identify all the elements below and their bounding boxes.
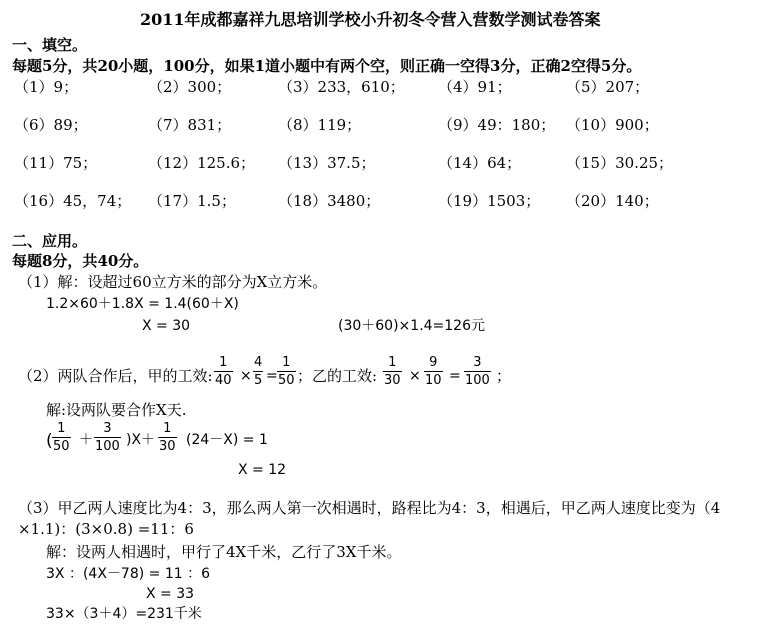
q3-equation: 3X ：(4X－78) = 11 ：6 xyxy=(46,566,210,582)
answer-item: （14）64； xyxy=(438,154,522,172)
q2-end: ； xyxy=(496,367,512,385)
fraction: 3 100 xyxy=(95,421,120,454)
q3-solution: X = 33 xyxy=(146,586,195,602)
q2-solution: X = 12 xyxy=(238,462,287,478)
q3-setup: 解：设两人相遇时，甲行了4X千米，乙行了3X千米。 xyxy=(46,543,402,561)
q1-setup: （1）解：设超过60立方米的部分为X立方米。 xyxy=(18,273,328,291)
answer-item: （5）207； xyxy=(566,78,650,96)
answer-item: （2）300； xyxy=(148,78,232,96)
q2-setup: 解:设两队要合作X天. xyxy=(46,401,187,419)
answer-item: （4）91； xyxy=(438,78,512,96)
q2-intro: （2）两队合作后，甲的工效: xyxy=(18,367,213,385)
fraction: 3 100 xyxy=(465,355,490,388)
answer-item: （13）37.5； xyxy=(278,154,376,172)
answer-item: （20）140； xyxy=(566,192,659,210)
page-title: 2011年成都嘉祥九思培训学校小升初冬令营入营数学测试卷答案 xyxy=(140,10,601,29)
q1-answer: (30＋60)×1.4=126元 xyxy=(338,318,485,334)
fraction: 1 50 xyxy=(278,355,295,388)
answer-item: （12）125.6； xyxy=(148,154,256,172)
fraction: 1 30 xyxy=(159,421,176,454)
answer-item: （8）119； xyxy=(278,116,362,134)
answer-item: （1）9； xyxy=(14,78,79,96)
answer-item: （16）45，74； xyxy=(14,192,132,210)
fraction: 1 40 xyxy=(215,355,232,388)
times-sign: × xyxy=(240,368,252,384)
fraction: 1 50 xyxy=(53,421,70,454)
q2-equation-middle: )X＋ xyxy=(126,432,156,448)
q3-answer: 33×（3＋4）=231千米 xyxy=(46,606,202,622)
q2-mid-text: ；乙的工效: xyxy=(297,367,378,385)
q3-line-2: ×1.1)：(3×0.8) =11：6 xyxy=(18,520,194,538)
q2-equation-rest: (24－X) = 1 xyxy=(186,432,268,448)
plus-sign: ＋ xyxy=(79,432,93,448)
answer-item: （19）1503； xyxy=(438,192,541,210)
answer-item: （11）75； xyxy=(14,154,98,172)
answer-item: （10）900； xyxy=(566,116,659,134)
equals-sign: = xyxy=(266,368,278,384)
q3-line-1: （3）甲乙两人速度比为4：3，那么两人第一次相遇时，路程比为4：3，相遇后，甲乙两人速度比变为（4 xyxy=(18,499,721,517)
answer-item: （15）30.25； xyxy=(566,154,674,172)
answer-item: （7）831； xyxy=(148,116,232,134)
section2-rule: 每题8分，共40分。 xyxy=(12,252,149,270)
answer-item: （18）3480； xyxy=(278,192,381,210)
section2-heading: 二、应用。 xyxy=(12,232,88,250)
fraction: 9 10 xyxy=(425,355,442,388)
answer-item: （3）233，610； xyxy=(278,78,405,96)
section1-heading: 一、填空。 xyxy=(12,36,88,54)
fraction: 1 30 xyxy=(384,355,401,388)
times-sign: × xyxy=(409,368,421,384)
section1-rule: 每题5分，共20小题，100分，如果1道小题中有两个空，则正确一空得3分，正确2空得5分。 xyxy=(12,57,642,75)
q1-solution: X = 30 xyxy=(142,318,191,334)
answer-item: （6）89； xyxy=(14,116,88,134)
answer-item: （9）49：180； xyxy=(438,116,556,134)
open-paren: ( xyxy=(46,431,53,451)
equals-sign: = xyxy=(449,368,461,384)
fraction: 4 5 xyxy=(254,355,263,388)
answer-item: （17）1.5； xyxy=(148,192,236,210)
q1-equation: 1.2×60＋1.8X = 1.4(60＋X) xyxy=(46,296,239,312)
